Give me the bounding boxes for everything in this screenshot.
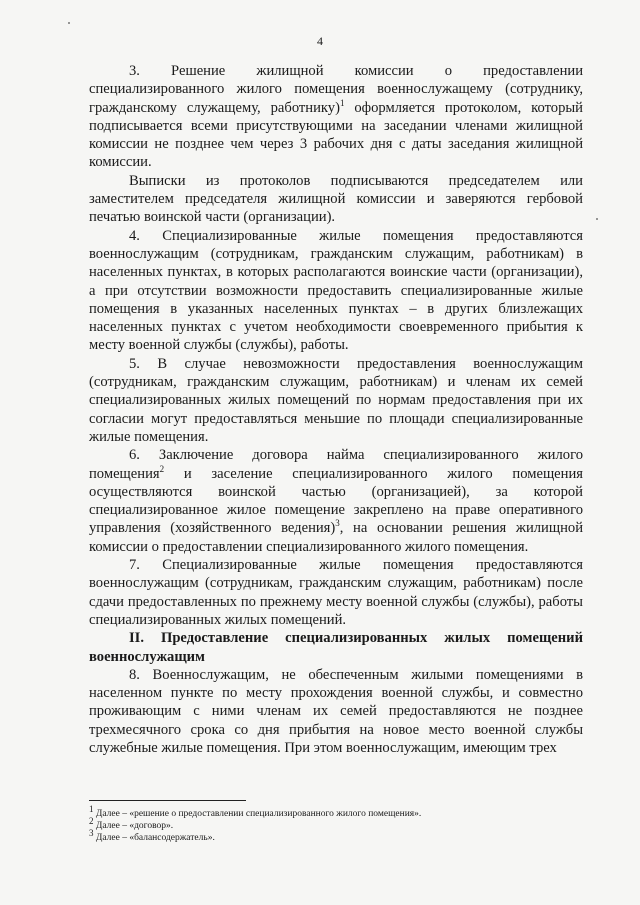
page-number: 4 (317, 34, 323, 48)
paragraph-8: 8. Военнослужащим, не обеспеченным жилыми помещениями в населенном пункте по месту прохождения военной службы, и совместно проживающим с ними членам их семей предоставляются не позднее трехмесячного срока со дня прибытия на новое место военной службы служебные жилые помещения. При этом военнослужащим, имеющим трех (89, 666, 583, 756)
section-heading: II. Предоставление специализированных жилых помещений военнослужащим (89, 630, 583, 665)
paragraph-4: 4. Специализированные жилые помещения предоставляются военнослужащим (сотрудникам, гражданским служащим, работникам) в населенных пунктах, в которых располагаются воинские части (организации), а при отсутствии возможности предоставить специализированные жилые помещения в указанных населенных пунктах – в других близлежащих населенных пунктах с учетом необходимости своевременного прибытия к месту военной службы (службы), работы. (89, 227, 583, 354)
paragraph-3 (89, 62, 583, 172)
footnote-number: 1 (89, 803, 94, 814)
paragraph-5: 5. В случае невозможности предоставления военнослужащим (сотрудникам, гражданским служащим, работникам) и членам их семей специализированных жилых помещений по нормам предоставления при их согласии могут предоставляться меньшие по площади специализированные жилые помещения. (89, 355, 583, 445)
paragraph-6-text: 6. Заключение договора найма специализированного жилого помещения (89, 447, 583, 482)
paragraph-3-extracts: Выписки из протоколов подписываются председателем или заместителем председателя жилищной комиссии и заверяются гербовой печатью воинской части (организации). (89, 172, 583, 226)
footnote-number: 3 (89, 827, 94, 838)
footnote-1 (89, 803, 583, 820)
paragraph-6 (89, 446, 583, 556)
footnote-separator (89, 800, 246, 801)
footnote-ref-2: 2 (159, 463, 165, 474)
paragraph-7: 7. Специализированные жилые помещения предоставляются военнослужащим (сотрудникам, гражданским служащим, работникам) после сдачи предоставленных по прежнему месту военной службы (службы), работы специализированных жилых помещений. (89, 557, 583, 628)
paragraph-3-text: 3. Решение жилищной комиссии о предоставлении специализированного жилого помещения военнослужащему (сотруднику, гражданскому служащему, работнику) (89, 63, 583, 116)
paragraph-6-text-cont: и заселение специализированного жилого помещения осуществляются воинской частью (организацией), за которой специализированное жилое помещение закреплено на праве оперативного управления (хозяйственного ведения) (89, 465, 583, 537)
footnote-text: Далее – «балансодержатель». (93, 833, 215, 843)
footnote-text: Далее – «договор». (93, 821, 174, 831)
paragraph-6-text-end: , на основании решения жилищной комиссии о предоставлении специализированного жилого помещения. (89, 520, 584, 555)
footnotes (89, 803, 583, 844)
document-body (89, 62, 583, 757)
footnote-ref-1: 1 (339, 97, 345, 108)
footnote-number: 2 (89, 815, 94, 826)
footnote-text: Далее – «решение о предоставлении специализированного жилого помещения». (93, 809, 422, 819)
footnote-3 (89, 827, 583, 844)
scan-speck (68, 22, 70, 24)
footnote-2 (89, 815, 583, 832)
footnote-ref-3: 3 (335, 518, 340, 529)
paragraph-3-text-cont: оформляется протоколом, который подписывается всеми присутствующими на заседании членами жилищной комиссии не позднее чем через 3 рабочих дня с даты заседания жилищной комиссии. (89, 99, 583, 171)
scan-speck (596, 218, 598, 220)
